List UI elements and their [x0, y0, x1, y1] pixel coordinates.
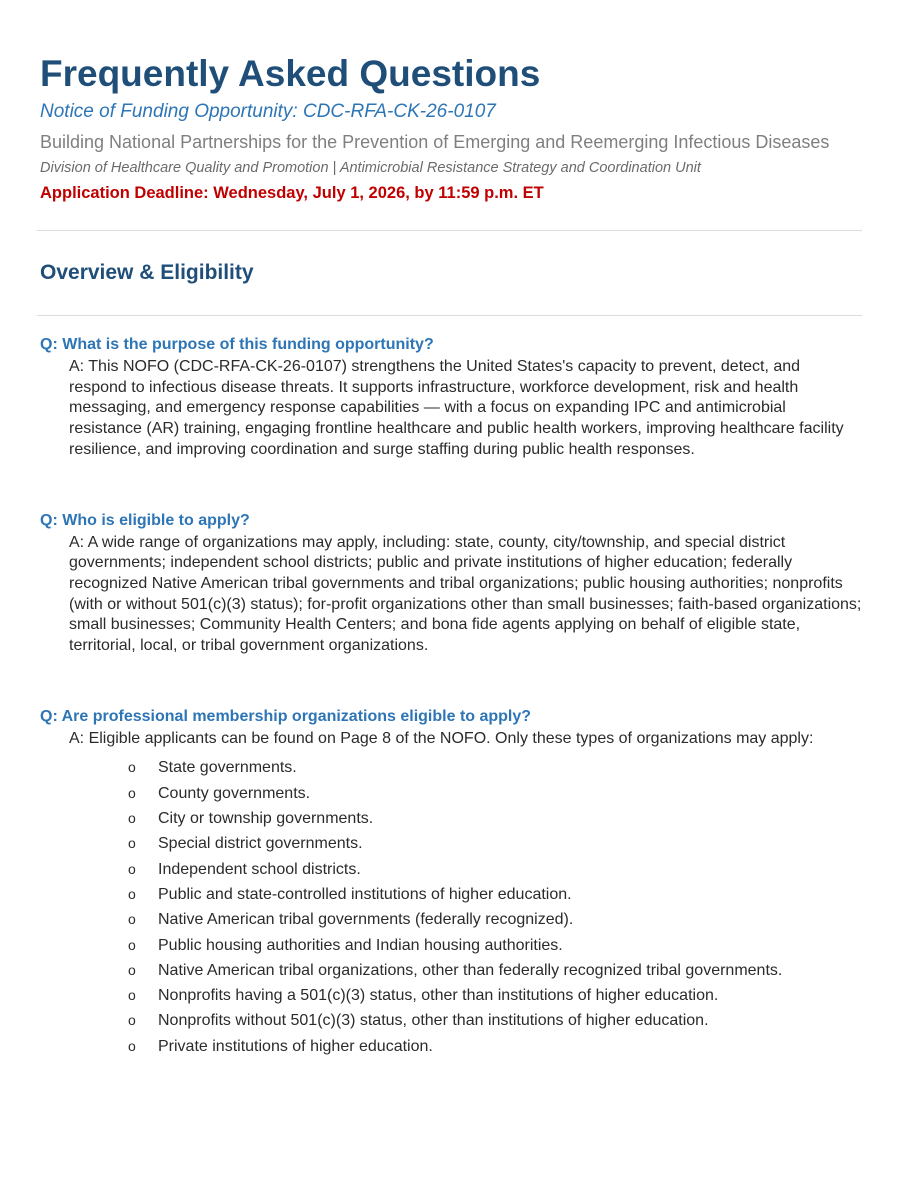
faq-answer: A: This NOFO (CDC-RFA-CK-26-0107) strengthens the United States's capacity to prevent, detect, and respond to infectious disease threats. It supports infrastructure, workforce development, risk and health messaging, and emergency response capabilities — with a focus on expanding IPC and antimicrobial resistance (AR) training, engaging frontline healthcare and public health workers, improving healthcare facility resilience, and improving coordination and surge staffing during public health responses.	[69, 358, 844, 458]
list-item-text: County governments.	[158, 784, 311, 802]
list-item	[128, 983, 862, 1008]
list-item	[128, 958, 862, 983]
list-item-text: Private institutions of higher education.	[158, 1037, 433, 1055]
bullet-marker: o	[128, 784, 136, 801]
page-title: Frequently Asked Questions	[40, 53, 541, 94]
section-title: Overview & Eligibility	[40, 261, 254, 284]
bullet-marker: o	[128, 936, 136, 953]
faq-question: Q: What is the purpose of this funding opportunity?	[40, 336, 434, 353]
list-item	[128, 857, 862, 882]
list-item-text: Independent school districts.	[158, 860, 361, 878]
list-item	[128, 882, 862, 907]
list-item	[128, 1034, 862, 1059]
list-item	[128, 933, 862, 958]
list-item-text: Public housing authorities and Indian housing authorities.	[158, 936, 563, 954]
list-item-text: City or township governments.	[158, 810, 374, 828]
header-divider	[37, 230, 862, 231]
list-item-text: Native American tribal organizations, other than federally recognized tribal governments.	[158, 961, 783, 979]
faq-question: Q: Who is eligible to apply?	[40, 511, 250, 529]
list-item	[128, 806, 862, 831]
bullet-marker: o	[128, 835, 136, 852]
program-title: Building National Partnerships for the Prevention of Emerging and Reemerging Infectious Diseases	[40, 132, 830, 152]
bullet-marker: o	[128, 1037, 136, 1054]
application-deadline: Application Deadline: Wednesday, July 1, 2026, by 11:59 p.m. ET	[40, 184, 544, 202]
nofo-number: Notice of Funding Opportunity: CDC-RFA-CK-26-0107	[40, 101, 496, 122]
faq-item-purpose	[40, 335, 862, 461]
list-item	[128, 1008, 862, 1033]
bullet-marker: o	[128, 885, 136, 902]
list-item	[128, 781, 862, 806]
list-item	[128, 907, 862, 932]
bullet-marker: o	[128, 860, 136, 877]
division-line: Division of Healthcare Quality and Promotion | Antimicrobial Resistance Strategy and Coordination Unit	[40, 160, 701, 176]
list-item-text: Native American tribal governments (federally recognized).	[158, 911, 574, 929]
faq-answer: A: A wide range of organizations may apply, including: state, county, city/township, and special district governments; independent school districts; public and private institutions of higher education; federally recognized Native American tribal governments and tribal organizations; public housing authorities; nonprofits (with or without 501(c)(3) status); for-profit organizations other than small businesses; faith-based organizations; small businesses; Community Health Centers; and bona fide agents applying on behalf of eligible state, territorial, local, or tribal government organizations.	[69, 533, 862, 655]
bullet-marker: o	[128, 810, 136, 827]
bullet-marker: o	[128, 987, 136, 1004]
list-item-text: State governments.	[158, 759, 297, 777]
bullet-marker: o	[128, 961, 136, 978]
list-item	[128, 755, 862, 780]
faq-item-membership-orgs	[40, 707, 862, 1059]
bullet-marker: o	[128, 911, 136, 928]
list-item-text: Special district governments.	[158, 835, 363, 853]
list-item-text: Nonprofits without 501(c)(3) status, other than institutions of higher education.	[158, 1012, 709, 1030]
faq-item-eligibility	[40, 511, 862, 657]
bullet-marker: o	[128, 1012, 136, 1029]
bullet-marker: o	[128, 759, 136, 776]
faq-answer: A: Eligible applicants can be found on Page 8 of the NOFO. Only these types of organizations may apply:	[69, 729, 814, 747]
list-item-text: Nonprofits having a 501(c)(3) status, other than institutions of higher education.	[158, 987, 719, 1005]
faq-question: Q: Are professional membership organizations eligible to apply?	[40, 707, 532, 725]
list-item	[128, 831, 862, 856]
list-item-text: Public and state-controlled institutions of higher education.	[158, 885, 572, 903]
eligible-applicant-list	[40, 755, 862, 1059]
section-divider	[37, 315, 862, 316]
